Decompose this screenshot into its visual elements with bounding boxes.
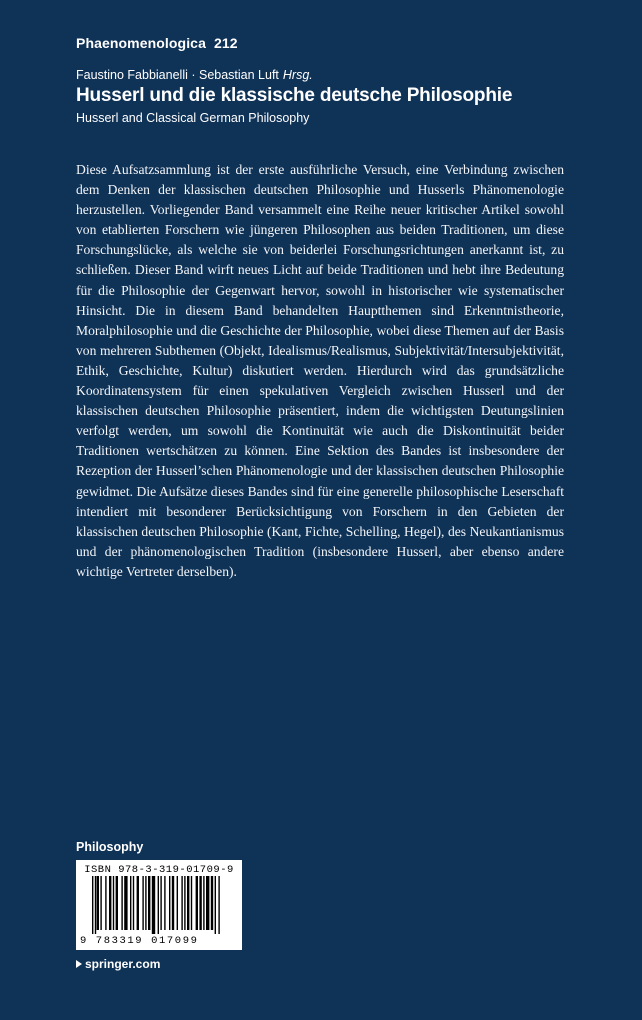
barcode-bar [218, 876, 219, 934]
barcode-bar [158, 876, 159, 934]
subject-category: Philosophy [76, 840, 144, 854]
blurb-text: Diese Aufsatzsammlung ist der erste ausführliche Versuch, eine Verbindung zwischen dem Denken der klassischen deutschen Philosophie und Husserls Phänomenologie herzustellen. Vorliegender Band versammelt eine Reihe neuer kritischer Artikel sowohl von etablierten Forschern wie jüngeren Philosophen aus beiden Traditionen, um diese Forschungslücke, als welche sie von beiderlei Forschungsrichtungen anerkannt ist, zu schließen. Dieser Band wirft neues Licht auf beide Traditionen und hebt ihre Bedeutung für die Philosophie der Gegenwart hervor, sowohl in historischer wie systematischer Hinsicht. Die in diesem Band behandelten Hauptthemen sind Erkenntnistheorie, Moralphilosophie und die Geschichte der Philosophie, wobei diese Themen auf der Basis von mehreren Subthemen (Objekt, Idealismus/Realismus, Subjektivität/Intersubjektivität, Ethik, Geschichte, Kultur) diskutiert werden. Hierdurch wird das grundsätzliche Koordinatensystem für einen spekulativen Vergleich zwischen Husserl und der klassischen deutschen Philosophie präsentiert, indem die wichtigsten Deutungslinien verfolgt werden, um sowohl die Kontinuität wie auch die Diskontinuität beider Traditionen wertschätzen zu können. Eine Sektion des Bandes ist insbesondere der Rezeption der Husserl’schen Phänomenologie und der klassischen deutschen Philosophie gewidmet. Die Aufsätze dieses Bandes sind für eine generelle philosophische Leserschaft intendiert mit besonderer Berücksichtigung von Forschern in den Gebieten der klassischen deutschen Philosophie (Kant, Fichte, Schelling, Hegel), des Neukantianismus und der phänomenologischen Tradition (insbesondere Husserl, aber ebenso andere wichtige Vertreter derselben). [76, 162, 564, 579]
arrow-right-icon [76, 960, 82, 968]
barcode-bar [203, 876, 204, 930]
barcode-bar [109, 876, 111, 930]
barcode-bar [95, 876, 96, 934]
publisher-link[interactable] [76, 957, 160, 971]
barcode-bar [116, 876, 118, 930]
barcode-bar [92, 876, 93, 934]
editor-note: Hrsg. [282, 68, 313, 82]
barcode-bar [145, 876, 146, 930]
barcode-bar [124, 876, 127, 930]
series-number: 212 [213, 35, 238, 51]
barcode-bar [137, 876, 139, 930]
barcode-bar [177, 876, 178, 930]
barcode-bar [100, 876, 101, 930]
series-line [76, 35, 238, 51]
barcode-digits: 9 783319 017099 [80, 935, 199, 947]
barcode-bar [133, 876, 134, 930]
barcode-bar [187, 876, 189, 930]
barcode-bar [169, 876, 170, 930]
book-title: Husserl und die klassische deutsche Philosophie [76, 85, 513, 106]
isbn-label: ISBN 978-3-319-01709-9 [84, 864, 234, 876]
barcode-bar [152, 876, 155, 934]
barcode-bar [164, 876, 165, 930]
barcode-bar [196, 876, 198, 930]
series-name: Phaenomenologica [76, 35, 206, 51]
barcode-bar [97, 876, 99, 930]
barcode-bar [191, 876, 192, 930]
barcode-bar [121, 876, 122, 930]
barcode-bars [92, 876, 226, 934]
editor-names: Faustino Fabbianelli · Sebastian Luft [76, 68, 279, 82]
barcode-bar [142, 876, 143, 930]
editors-line [76, 68, 313, 82]
barcode-bar [148, 876, 150, 930]
barcode-bar [130, 876, 131, 930]
barcode-bar [105, 876, 106, 930]
barcode-bar [211, 876, 213, 930]
barcode-bar [113, 876, 114, 930]
barcode-bar [172, 876, 174, 930]
barcode-bar [206, 876, 209, 930]
barcode-bar [184, 876, 185, 930]
barcode-bar [215, 876, 216, 934]
barcode-bar [160, 876, 161, 930]
publisher-url: springer.com [85, 957, 161, 971]
isbn-barcode [76, 860, 242, 950]
barcode-bar [199, 876, 201, 930]
book-subtitle: Husserl and Classical German Philosophy [76, 111, 310, 125]
barcode-bar [181, 876, 182, 930]
